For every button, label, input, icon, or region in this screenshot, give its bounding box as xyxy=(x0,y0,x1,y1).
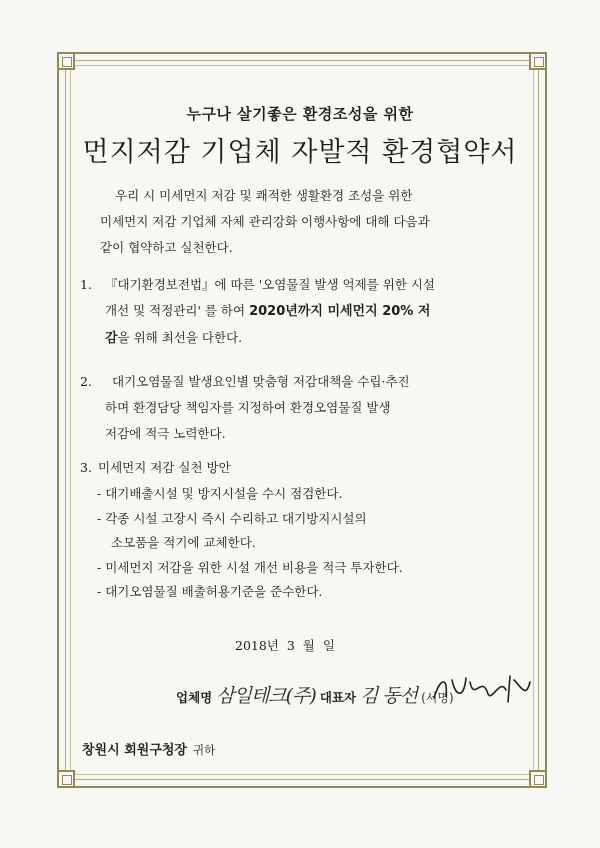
date-day-suffix: 일 xyxy=(322,638,335,653)
list-item: - 대기배출시설 및 방지시설을 수시 점검한다. xyxy=(97,486,343,501)
item-line: 『대기환경보전법』에 따른 '오염물질 발생 억제를 위한 시설 xyxy=(105,277,436,292)
company-label: 업체명 xyxy=(176,690,213,705)
representative-name-handwritten: 김 동선 xyxy=(360,685,418,707)
date-month: 3 월 xyxy=(286,638,315,653)
document-date xyxy=(235,636,335,654)
item-heading: 미세먼지 저감 실천 방안 xyxy=(98,460,231,475)
handwritten-signature xyxy=(430,668,540,708)
signature-row xyxy=(176,681,454,711)
intro-line: 우리 시 미세먼지 저감 및 쾌적한 생활환경 조성을 위한 xyxy=(115,188,413,203)
document-subtitle: 누구나 살기좋은 환경조성을 위한 xyxy=(186,105,414,123)
item-text: 을 위해 최선을 다한다. xyxy=(117,330,243,345)
addressee xyxy=(82,739,215,758)
addressee-honorific: 귀하 xyxy=(193,743,216,757)
item-line: 대기오염물질 발생요인별 맞춤형 저감대책을 수립·추진 xyxy=(112,374,410,389)
agreement-item-1 xyxy=(80,272,530,352)
item-line xyxy=(105,298,530,325)
agreement-item-3 xyxy=(80,455,530,481)
border-corner-ornament xyxy=(57,52,75,70)
practice-list xyxy=(97,482,403,605)
date-year: 2018년 xyxy=(235,638,279,653)
list-item: - 각종 시설 고장시 즉시 수리하고 대기방지시설의 xyxy=(97,510,367,526)
representative-label: 대표자 xyxy=(319,690,357,705)
agreement-item-2 xyxy=(80,369,530,447)
intro-paragraph xyxy=(100,183,518,261)
intro-line: 미세먼지 저감 기업체 자체 관리강화 이행사항에 대해 다음과 xyxy=(100,214,430,229)
item-emphasis: 감 xyxy=(105,331,118,346)
intro-line: 같이 협약하고 실천한다. xyxy=(100,240,233,255)
item-number: 1. xyxy=(80,277,92,292)
list-item: - 미세먼지 저감을 위한 시설 개선 비용을 적극 투자한다. xyxy=(97,559,403,575)
signature-label: (서명) xyxy=(421,691,454,705)
document-title: 먼지저감 기업체 자발적 환경협약서 xyxy=(82,137,518,168)
addressee-name: 창원시 회원구청장 xyxy=(82,743,187,758)
list-item: 소모품을 적기에 교체한다. xyxy=(111,535,256,550)
item-line: 하며 환경담당 책임자를 지정하여 환경오염물질 발생 xyxy=(105,400,391,415)
company-name-handwritten: 삼일테크(주) xyxy=(216,685,316,707)
item-text: 개선 및 적정관리' 를 하여 xyxy=(105,303,250,318)
border-corner-ornament xyxy=(529,52,547,70)
border-corner-ornament xyxy=(57,770,75,788)
item-line: 저감에 적극 노력한다. xyxy=(105,426,226,441)
list-item: - 대기오염물질 배출허용기준을 준수한다. xyxy=(97,584,323,599)
item-emphasis: 2020년까지 미세먼지 20% 저 xyxy=(249,304,431,319)
item-line xyxy=(105,325,530,352)
item-number: 2. xyxy=(80,374,92,389)
item-number: 3. xyxy=(80,460,92,475)
border-corner-ornament xyxy=(529,770,547,788)
